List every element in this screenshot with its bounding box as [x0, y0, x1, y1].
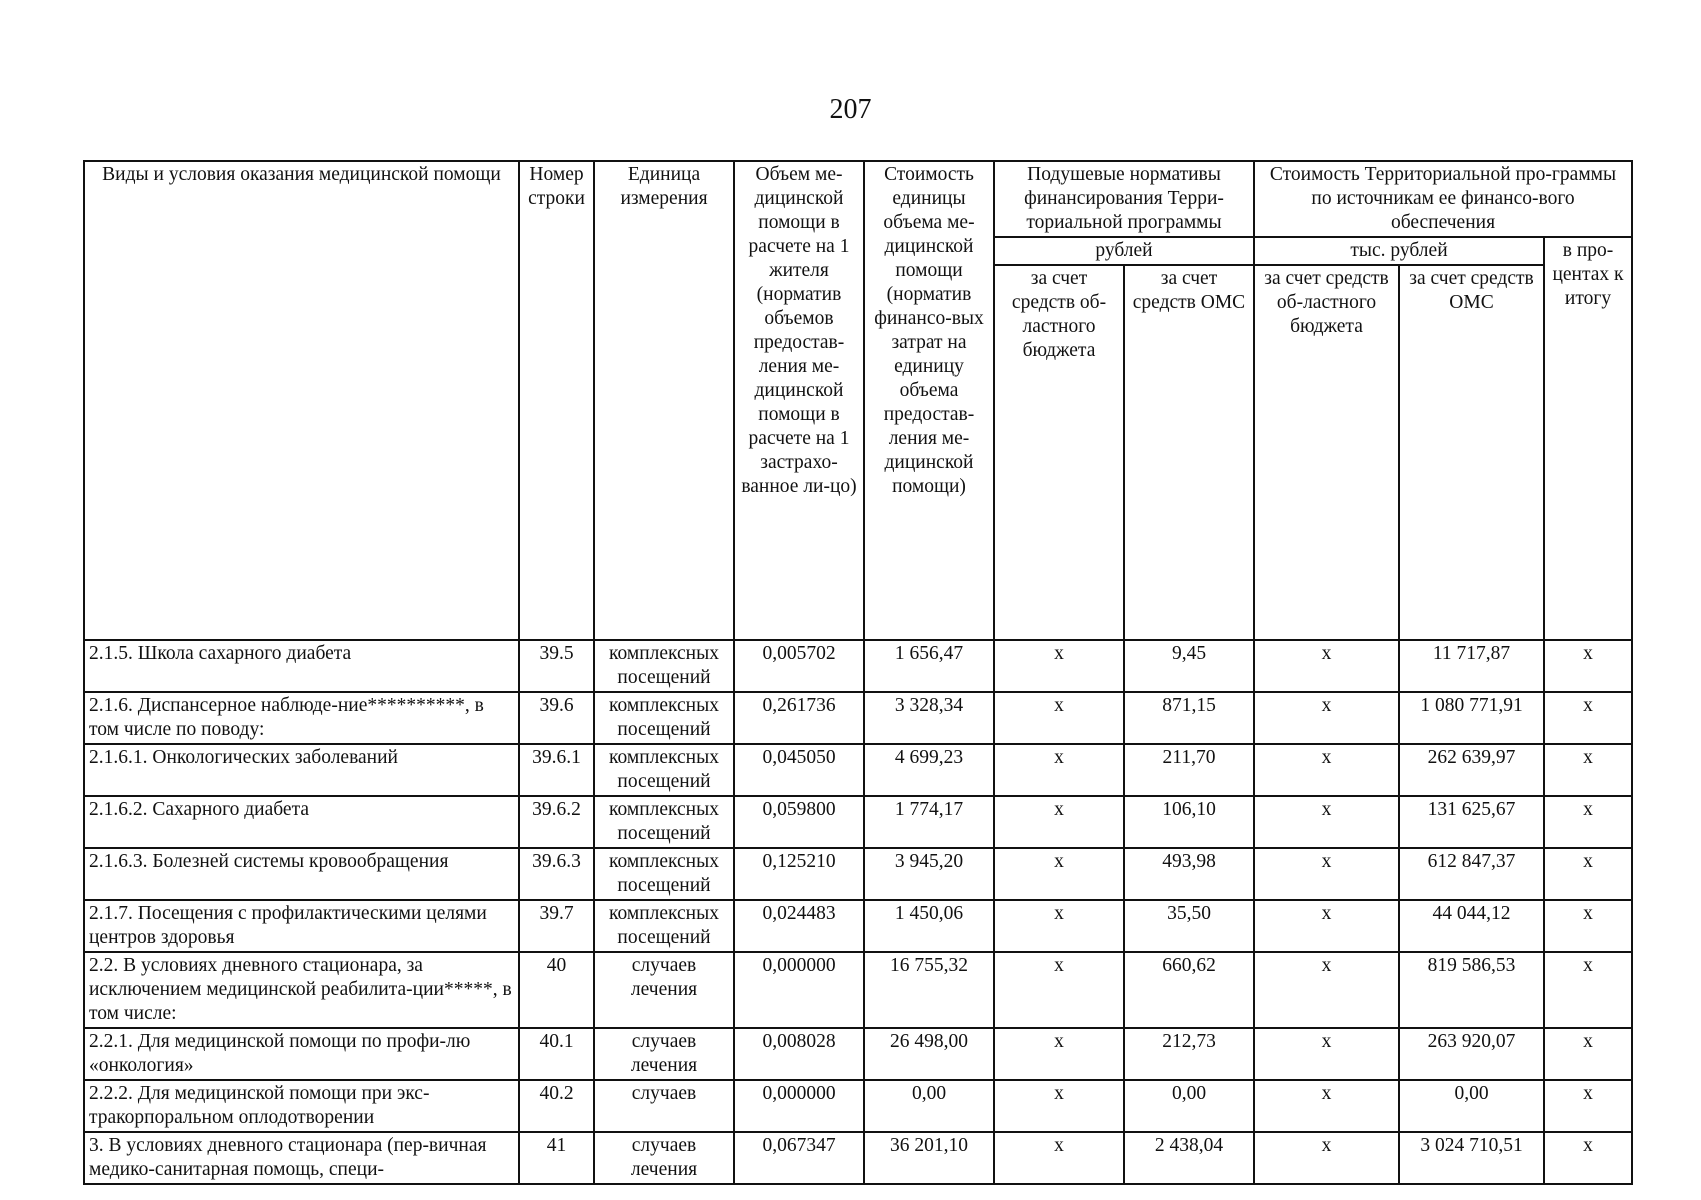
row-oms: 35,50: [1124, 900, 1254, 952]
row-regional-total: х: [1254, 900, 1399, 952]
row-regional: х: [994, 796, 1124, 848]
row-number: 39.6.3: [519, 848, 594, 900]
row-oms: 0,00: [1124, 1080, 1254, 1132]
row-regional: х: [994, 744, 1124, 796]
row-number: 39.6: [519, 692, 594, 744]
row-number: 40.1: [519, 1028, 594, 1080]
row-oms: 493,98: [1124, 848, 1254, 900]
row-cost: 3 945,20: [864, 848, 994, 900]
row-volume: 0,067347: [734, 1132, 864, 1184]
table-row: [84, 692, 1632, 744]
row-volume: 0,000000: [734, 952, 864, 1028]
table-row: [84, 744, 1632, 796]
row-regional-total: х: [1254, 848, 1399, 900]
row-oms: 211,70: [1124, 744, 1254, 796]
row-number: 40.2: [519, 1080, 594, 1132]
header-percent: в про-центах к итогу: [1544, 237, 1632, 640]
row-cost: 4 699,23: [864, 744, 994, 796]
row-cost: 1 450,06: [864, 900, 994, 952]
header-cost: Стоимость единицы объема ме-дицинской помощи (норматив финансо-вых затрат на единицу объема предостав-ления ме-дицинской помощи): [864, 161, 994, 640]
row-regional-total: х: [1254, 640, 1399, 692]
table-row: [84, 952, 1632, 1028]
header-row-1: [84, 161, 1632, 237]
row-name: 2.1.6.2. Сахарного диабета: [84, 796, 519, 848]
row-volume: 0,024483: [734, 900, 864, 952]
row-regional: х: [994, 1028, 1124, 1080]
row-regional-total: х: [1254, 692, 1399, 744]
table-row: [84, 1080, 1632, 1132]
row-oms: 9,45: [1124, 640, 1254, 692]
row-name: 3. В условиях дневного стационара (пер-вичная медико-санитарная помощь, специ-: [84, 1132, 519, 1184]
row-unit: случаев лечения: [594, 952, 734, 1028]
row-volume: 0,000000: [734, 1080, 864, 1132]
row-regional-total: х: [1254, 1080, 1399, 1132]
row-regional-total: х: [1254, 796, 1399, 848]
header-unit-rubles: рублей: [994, 237, 1254, 265]
header-per-capita: Подушевые нормативы финансирования Терри-ториальной программы: [994, 161, 1254, 237]
row-name: 2.1.6.1. Онкологических заболеваний: [84, 744, 519, 796]
table-row: [84, 640, 1632, 692]
row-oms-total: 0,00: [1399, 1080, 1544, 1132]
row-volume: 0,045050: [734, 744, 864, 796]
row-oms: 871,15: [1124, 692, 1254, 744]
row-oms-total: 1 080 771,91: [1399, 692, 1544, 744]
row-name: 2.1.6. Диспансерное наблюде-ние**********, в том числе по поводу:: [84, 692, 519, 744]
table-row: [84, 900, 1632, 952]
row-unit: случаев лечения: [594, 1132, 734, 1184]
row-oms-total: 11 717,87: [1399, 640, 1544, 692]
header-regional: за счет средств об-ластного бюджета: [994, 265, 1124, 640]
row-cost: 1 656,47: [864, 640, 994, 692]
row-cost: 26 498,00: [864, 1028, 994, 1080]
header-oms: за счет средств ОМС: [1124, 265, 1254, 640]
header-volume: Объем ме-дицинской помощи в расчете на 1 жителя (норматив объемов предостав-ления ме-дицинской помощи в расчете на 1 застрахо-ванное ли-цо): [734, 161, 864, 640]
row-regional: х: [994, 848, 1124, 900]
row-number: 39.6.2: [519, 796, 594, 848]
row-oms-total: 612 847,37: [1399, 848, 1544, 900]
row-name: 2.2. В условиях дневного стационара, за исключением медицинской реабилита-ции*****, в том числе:: [84, 952, 519, 1028]
row-volume: 0,261736: [734, 692, 864, 744]
row-oms-total: 44 044,12: [1399, 900, 1544, 952]
row-percent: х: [1544, 796, 1632, 848]
row-unit: комплексных посещений: [594, 640, 734, 692]
header-unit-thousand-rubles: тыс. рублей: [1254, 237, 1544, 265]
row-unit: комплексных посещений: [594, 796, 734, 848]
row-number: 39.6.1: [519, 744, 594, 796]
table-row: [84, 848, 1632, 900]
row-percent: х: [1544, 1080, 1632, 1132]
header-program-cost: Стоимость Территориальной про-граммы по источникам ее финансо-вого обеспечения: [1254, 161, 1632, 237]
table-row: [84, 1028, 1632, 1080]
row-cost: 16 755,32: [864, 952, 994, 1028]
row-regional: х: [994, 1132, 1124, 1184]
row-cost: 1 774,17: [864, 796, 994, 848]
row-oms-total: 263 920,07: [1399, 1028, 1544, 1080]
row-volume: 0,008028: [734, 1028, 864, 1080]
row-percent: х: [1544, 692, 1632, 744]
row-number: 41: [519, 1132, 594, 1184]
header-regional-total: за счет средств об-ластного бюджета: [1254, 265, 1399, 640]
row-regional-total: х: [1254, 1132, 1399, 1184]
row-percent: х: [1544, 1132, 1632, 1184]
financing-table: [83, 160, 1633, 1185]
row-unit: случаев: [594, 1080, 734, 1132]
row-oms: 212,73: [1124, 1028, 1254, 1080]
table-row: [84, 796, 1632, 848]
row-volume: 0,005702: [734, 640, 864, 692]
row-regional-total: х: [1254, 744, 1399, 796]
row-regional-total: х: [1254, 1028, 1399, 1080]
row-oms: 2 438,04: [1124, 1132, 1254, 1184]
row-percent: х: [1544, 744, 1632, 796]
header-type: Виды и условия оказания медицинской помощи: [84, 161, 519, 640]
row-name: 2.2.2. Для медицинской помощи при экс-тракорпоральном оплодотворении: [84, 1080, 519, 1132]
row-unit: комплексных посещений: [594, 848, 734, 900]
row-name: 2.1.6.3. Болезней системы кровообращения: [84, 848, 519, 900]
row-oms-total: 819 586,53: [1399, 952, 1544, 1028]
row-regional-total: х: [1254, 952, 1399, 1028]
row-cost: 36 201,10: [864, 1132, 994, 1184]
table-row: [84, 1132, 1632, 1184]
row-volume: 0,125210: [734, 848, 864, 900]
row-unit: комплексных посещений: [594, 744, 734, 796]
row-unit: комплексных посещений: [594, 692, 734, 744]
row-percent: х: [1544, 1028, 1632, 1080]
header-unit: Единица измерения: [594, 161, 734, 640]
row-number: 39.5: [519, 640, 594, 692]
header-row-number: Номер строки: [519, 161, 594, 640]
row-oms-total: 3 024 710,51: [1399, 1132, 1544, 1184]
row-regional: х: [994, 900, 1124, 952]
row-cost: 0,00: [864, 1080, 994, 1132]
row-regional: х: [994, 640, 1124, 692]
row-name: 2.1.7. Посещения с профилактическими целями центров здоровья: [84, 900, 519, 952]
row-oms: 106,10: [1124, 796, 1254, 848]
row-name: 2.2.1. Для медицинской помощи по профи-лю «онкология»: [84, 1028, 519, 1080]
row-cost: 3 328,34: [864, 692, 994, 744]
row-regional: х: [994, 1080, 1124, 1132]
row-percent: х: [1544, 952, 1632, 1028]
row-unit: комплексных посещений: [594, 900, 734, 952]
row-percent: х: [1544, 640, 1632, 692]
row-oms-total: 262 639,97: [1399, 744, 1544, 796]
page-number: 207: [829, 94, 872, 125]
row-regional: х: [994, 692, 1124, 744]
row-percent: х: [1544, 848, 1632, 900]
row-oms: 660,62: [1124, 952, 1254, 1028]
row-oms-total: 131 625,67: [1399, 796, 1544, 848]
row-volume: 0,059800: [734, 796, 864, 848]
header-oms-total: за счет средств ОМС: [1399, 265, 1544, 640]
row-name: 2.1.5. Школа сахарного диабета: [84, 640, 519, 692]
row-regional: х: [994, 952, 1124, 1028]
row-percent: х: [1544, 900, 1632, 952]
row-number: 40: [519, 952, 594, 1028]
row-number: 39.7: [519, 900, 594, 952]
row-unit: случаев лечения: [594, 1028, 734, 1080]
